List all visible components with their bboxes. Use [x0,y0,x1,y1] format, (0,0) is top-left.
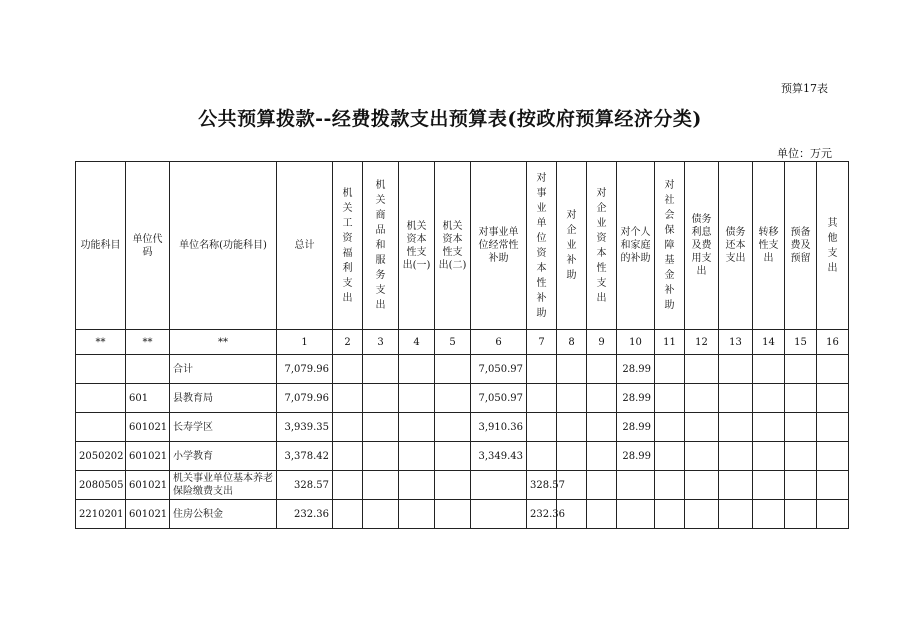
func-subject-cell: 2050202 [76,442,126,471]
index-cell: 7 [527,330,557,355]
header-col-12: 债务利息及费用支出 [691,214,712,277]
col-14-cell [753,471,785,500]
table-row [76,471,849,500]
total-cell: 328.57 [277,471,333,500]
unit-name-cell: 机关事业单位基本养老保险缴费支出 [170,471,277,500]
col-13-cell [719,355,753,384]
index-cell: 6 [471,330,527,355]
header-col-9: 对企业资本性支出 [596,187,607,304]
header-col-4: 机关资本性支出(一) [402,220,431,271]
func-subject-cell: 2210201 [76,500,126,529]
col-6-cell: 7,050.97 [471,355,527,384]
unit-name-cell: 合计 [170,355,277,384]
col-3-cell [363,355,399,384]
table-row [76,384,849,413]
header-cell [170,162,277,330]
col-8-cell [557,442,587,471]
col-7-cell [527,384,557,413]
col-10-cell: 28.99 [617,355,655,384]
header-cell [126,162,170,330]
col-9-cell [587,500,617,529]
col-9-cell [587,355,617,384]
col-4-cell [399,355,435,384]
header-cell [76,162,126,330]
col-11-cell [655,413,685,442]
col-10-cell: 28.99 [617,442,655,471]
unit-code-cell [126,355,170,384]
unit-code-cell: 601021 [126,500,170,529]
col-16-cell [817,471,849,500]
col-16-cell [817,500,849,529]
header-unit-code: 单位代码 [132,233,163,258]
index-cell: 15 [785,330,817,355]
col-16-cell [817,384,849,413]
col-6-cell: 3,349.43 [471,442,527,471]
header-col-13: 债务还本支出 [725,227,746,264]
col-5-cell [435,355,471,384]
header-cell [785,162,817,330]
header-cell [587,162,617,330]
col-11-cell [655,471,685,500]
index-cell: 13 [719,330,753,355]
col-3-cell [363,500,399,529]
header-cell [655,162,685,330]
index-cell: 8 [557,330,587,355]
col-4-cell [399,384,435,413]
col-6-cell [471,500,527,529]
header-func-subject: 功能科目 [80,240,121,251]
col-9-cell [587,442,617,471]
header-col-2: 机关工资福利支出 [342,187,353,304]
col-10-cell: 28.99 [617,413,655,442]
col-6-cell [471,471,527,500]
col-2-cell [333,355,363,384]
header-cell [753,162,785,330]
total-cell: 7,079.96 [277,384,333,413]
page-title: 公共预算拨款--经费拨款支出预算表(按政府预算经济分类) [198,108,702,130]
unit-code-cell: 601 [126,384,170,413]
index-cell: 12 [685,330,719,355]
index-cell: ** [126,330,170,355]
unit-label: 单位：万元 [777,147,832,160]
total-cell: 3,378.42 [277,442,333,471]
col-12-cell [685,384,719,413]
header-col-14: 转移性支出 [758,227,779,264]
total-cell: 7,079.96 [277,355,333,384]
index-cell: 16 [817,330,849,355]
index-cell: 5 [435,330,471,355]
col-2-cell [333,442,363,471]
total-cell: 3,939.35 [277,413,333,442]
col-4-cell [399,471,435,500]
col-15-cell [785,355,817,384]
col-3-cell [363,442,399,471]
header-col-15: 预备费及预留 [790,227,811,264]
header-cell [685,162,719,330]
col-6-cell: 7,050.97 [471,384,527,413]
col-3-cell [363,471,399,500]
col-14-cell [753,500,785,529]
header-cell [617,162,655,330]
header-col-3: 机关商品和服务支出 [375,180,386,311]
col-12-cell [685,413,719,442]
col-13-cell [719,500,753,529]
index-cell: ** [76,330,126,355]
col-8-cell [557,413,587,442]
unit-code-cell: 601021 [126,442,170,471]
index-cell: 1 [277,330,333,355]
header-cell [277,162,333,330]
col-12-cell [685,471,719,500]
header-col-10: 对个人和家庭的补助 [620,227,651,264]
header-col-8: 对企业补助 [566,210,577,281]
col-12-cell [685,500,719,529]
col-4-cell [399,500,435,529]
col-4-cell [399,442,435,471]
col-15-cell [785,413,817,442]
col-2-cell [333,384,363,413]
index-row [76,330,849,355]
col-4-cell [399,413,435,442]
col-15-cell [785,442,817,471]
index-cell: 4 [399,330,435,355]
table-row [76,355,849,384]
col-14-cell [753,442,785,471]
col-2-cell [333,500,363,529]
col-11-cell [655,442,685,471]
index-cell: 3 [363,330,399,355]
table-row [76,442,849,471]
header-cell [363,162,399,330]
col-5-cell [435,442,471,471]
col-13-cell [719,442,753,471]
col-11-cell [655,384,685,413]
col-12-cell [685,442,719,471]
col-16-cell [817,355,849,384]
col-15-cell [785,471,817,500]
header-col-5: 机关资本性支出(二) [438,220,467,271]
col-13-cell [719,413,753,442]
col-16-cell [817,413,849,442]
index-cell: 10 [617,330,655,355]
col-7-cell [527,442,557,471]
index-cell: 2 [333,330,363,355]
data-body [76,355,849,529]
unit-name-cell: 县教育局 [170,384,277,413]
func-subject-cell [76,413,126,442]
col-5-cell [435,471,471,500]
func-subject-cell [76,355,126,384]
col-3-cell [363,384,399,413]
header-cell [817,162,849,330]
col-2-cell [333,471,363,500]
header-total: 总计 [294,240,315,251]
unit-name-cell: 小学教育 [170,442,277,471]
col-7-cell: 232.36 [527,500,557,529]
col-13-cell [719,384,753,413]
unit-name-cell: 住房公积金 [170,500,277,529]
unit-name-cell: 长寿学区 [170,413,277,442]
index-cell: 11 [655,330,685,355]
col-11-cell [655,355,685,384]
header-cell [435,162,471,330]
col-3-cell [363,413,399,442]
col-9-cell [587,413,617,442]
header-col-7: 对事业单位资本性补助 [536,172,547,319]
header-cell [399,162,435,330]
total-cell: 232.36 [277,500,333,529]
col-15-cell [785,500,817,529]
col-8-cell [557,355,587,384]
col-14-cell [753,413,785,442]
col-10-cell [617,500,655,529]
col-7-cell [527,413,557,442]
col-11-cell [655,500,685,529]
header-col-11: 对社会保障基金补助 [664,180,675,311]
header-cell [557,162,587,330]
col-5-cell [435,500,471,529]
header-row [76,162,849,330]
header-col-16: 其他支出 [827,217,838,274]
header-cell [333,162,363,330]
index-cell: ** [170,330,277,355]
col-13-cell [719,471,753,500]
budget-table [75,161,849,529]
col-9-cell [587,471,617,500]
table-row [76,413,849,442]
func-subject-cell: 2080505 [76,471,126,500]
header-cell [471,162,527,330]
header-cell [719,162,753,330]
header-col-6: 对事业单位经常性补助 [478,227,519,264]
col-10-cell [617,471,655,500]
unit-code-cell: 601021 [126,413,170,442]
col-7-cell [527,355,557,384]
col-14-cell [753,355,785,384]
index-cell: 9 [587,330,617,355]
col-2-cell [333,413,363,442]
unit-code-cell: 601021 [126,471,170,500]
col-5-cell [435,384,471,413]
index-cell: 14 [753,330,785,355]
col-8-cell [557,384,587,413]
col-16-cell [817,442,849,471]
table-row [76,500,849,529]
header-unit-name: 单位名称(功能科目) [179,240,267,251]
col-12-cell [685,355,719,384]
func-subject-cell [76,384,126,413]
col-14-cell [753,384,785,413]
col-5-cell [435,413,471,442]
col-10-cell: 28.99 [617,384,655,413]
table-number: 预算17表 [781,82,828,95]
col-7-cell: 328.57 [527,471,557,500]
col-15-cell [785,384,817,413]
col-9-cell [587,384,617,413]
header-cell [527,162,557,330]
col-6-cell: 3,910.36 [471,413,527,442]
